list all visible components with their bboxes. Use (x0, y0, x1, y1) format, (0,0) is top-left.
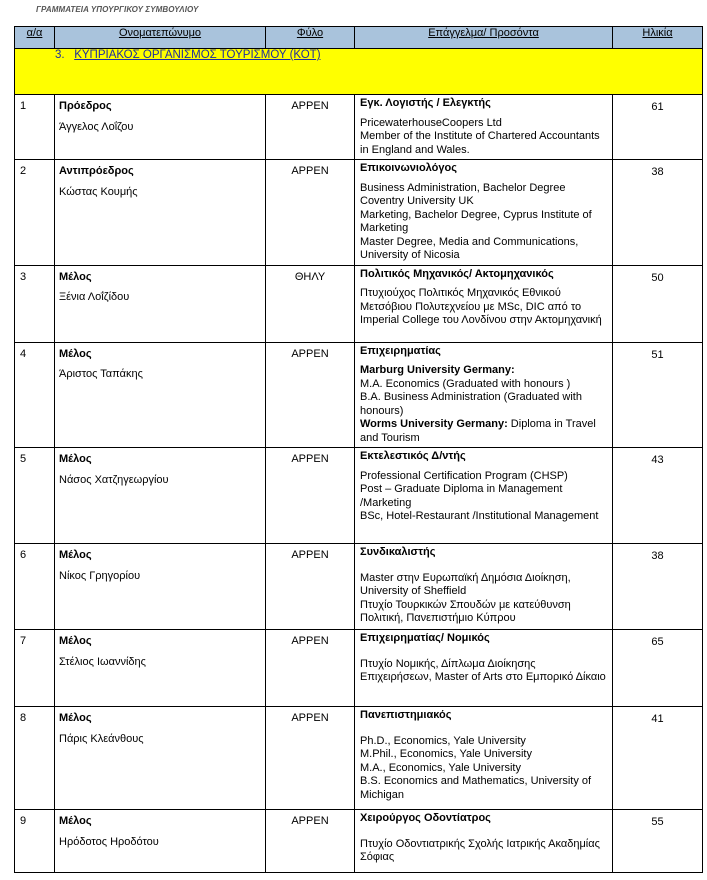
profession-title: Συνδικαλιστής (360, 546, 436, 558)
profession-cell (355, 448, 613, 544)
member-name: Στέλιος Ιωαννίδης (59, 655, 146, 668)
qualification: Πτυχίο Νομικής, Δίπλωμα Διοίκησης Επιχειρήσεων, Master of Arts στο Εμπορικό Δίκαιο (360, 657, 606, 683)
qualification: Master στην Ευρωπαϊκή Δημόσια Διοίκηση, University of Sheffield (360, 571, 571, 597)
member-name: Κώστας Κουμής (59, 185, 138, 198)
member-cell (55, 707, 266, 810)
member-name: Πάρις Κλεάνθους (59, 732, 144, 745)
table-row (15, 810, 703, 873)
profession-title: Πολιτικός Μηχανικός/ Ακτομηχανικός (360, 267, 554, 280)
member-age: 43 (613, 448, 703, 544)
university-name: Marburg University Germany: (360, 364, 515, 376)
member-role: Μέλος (59, 815, 92, 827)
member-name: Ξένια Λοΐζίδου (59, 291, 130, 303)
qualification: M.Phil., Economics, Yale University (360, 748, 532, 760)
profession-cell (355, 95, 613, 160)
member-gender: ΑΡΡΕΝ (266, 160, 355, 266)
profession-title: Χειρούργος Οδοντίατρος (360, 812, 491, 824)
member-gender: ΑΡΡΕΝ (266, 707, 355, 810)
member-gender: ΘΗΛΥ (266, 265, 355, 342)
member-gender: ΑΡΡΕΝ (266, 95, 355, 160)
board-members-table (14, 26, 703, 873)
row-number: 2 (15, 160, 55, 266)
qualification: Ph.D., Economics, Yale University (360, 734, 526, 747)
member-cell (55, 95, 266, 160)
row-number: 1 (15, 95, 55, 160)
section-title (55, 49, 321, 61)
row-number: 3 (15, 265, 55, 342)
section-title-text: ΚΥΠΡΙΑΚΟΣ ΟΡΓΑΝΙΣΜΟΣ ΤΟΥΡΙΣΜΟΥ (ΚΟΤ) (74, 49, 321, 61)
qualification: Diploma in Travel and Tourism (360, 418, 596, 444)
member-name: Άγγελος Λοΐζου (59, 120, 134, 133)
header-gender: Φύλο (266, 27, 355, 49)
member-cell (55, 265, 266, 342)
profession-cell (355, 265, 613, 342)
table-row (15, 95, 703, 160)
document-header: ΓΡΑΜΜΑΤΕΙΑ ΥΠΟΥΡΓΙΚΟΥ ΣΥΜΒΟΥΛΙΟΥ (36, 5, 199, 14)
member-cell (55, 810, 266, 873)
member-age: 51 (613, 342, 703, 448)
profession-cell (355, 544, 613, 630)
qualification: Master Degree, Media and Communications, University of Nicosia (360, 235, 579, 261)
profession-title: Επιχειρηματίας/ Νομικός (360, 632, 490, 644)
header-profession: Επάγγελμα/ Προσόντα (355, 27, 613, 49)
member-age: 41 (613, 707, 703, 810)
member-gender: ΑΡΡΕΝ (266, 544, 355, 630)
row-number: 7 (15, 630, 55, 707)
member-cell (55, 342, 266, 448)
qualification-line (360, 418, 608, 445)
qualification: Business Administration, Bachelor Degree (360, 181, 566, 194)
member-age: 65 (613, 630, 703, 707)
header-age: Ηλικία (613, 27, 703, 49)
table-row (15, 160, 703, 266)
row-number: 6 (15, 544, 55, 630)
qualification: M.A., Economics, Yale University (360, 761, 521, 774)
qualification: Post – Graduate Diploma in Management /Marketing (360, 483, 563, 509)
member-age: 38 (613, 544, 703, 630)
member-cell (55, 160, 266, 266)
member-gender: ΑΡΡΕΝ (266, 342, 355, 448)
member-role: Μέλος (59, 453, 92, 465)
row-number: 5 (15, 448, 55, 544)
section-number: 3. (55, 49, 65, 61)
member-cell (55, 448, 266, 544)
row-number: 8 (15, 707, 55, 810)
table-row (15, 707, 703, 810)
member-name: Νάσος Χατζηγεωργίου (59, 473, 169, 486)
profession-title: Πανεπιστημιακός (360, 709, 452, 721)
row-number: 4 (15, 342, 55, 448)
qualification: BSc, Hotel-Restaurant /Institutional Management (360, 510, 599, 522)
member-name: Ηρόδοτος Ηροδότου (59, 835, 159, 848)
member-role: Πρόεδρος (59, 100, 112, 112)
qualification: PricewaterhouseCoopers Ltd (360, 116, 502, 129)
qualification: B.A. Business Administration (Graduated with honours) (360, 391, 582, 417)
university-name: Worms University Germany: (360, 418, 508, 430)
qualification: Πτυχίο Τουρκικών Σπουδών με κατεύθυνση Πολιτική, Πανεπιστήμιο Κύπρου (360, 598, 571, 624)
qualification: Marketing, Bachelor Degree, Cyprus Institute of Marketing (360, 208, 592, 234)
header-num: α/α (15, 27, 55, 49)
member-name: Νίκος Γρηγορίου (59, 569, 141, 582)
member-age: 50 (613, 265, 703, 342)
profession-title: Εγκ. Λογιστής / Ελεγκτής (360, 97, 491, 109)
member-role: Αντιπρόεδρος (59, 165, 134, 177)
table-row (15, 265, 703, 342)
qualification: Coventry University UK (360, 195, 474, 207)
member-cell (55, 544, 266, 630)
member-name: Άριστος Ταπάκης (59, 368, 143, 380)
profession-title: Επικοινωνιολόγος (360, 162, 457, 174)
qualification: Πτυχιούχος Πολιτικός Μηχανικός Εθνικού Μετσόβιου Πολυτεχνείου με MSc, DIC από το Imperial College του Λονδίνου στην Ακτομηχανική (360, 287, 602, 326)
profession-title: Επιχειρηματίας (360, 344, 441, 357)
member-gender: ΑΡΡΕΝ (266, 448, 355, 544)
table-header-row (15, 27, 703, 49)
header-name: Ονοματεπώνυμο (55, 27, 266, 49)
qualification: B.S. Economics and Mathematics, University of Michigan (360, 775, 592, 801)
section-row (15, 49, 703, 95)
member-role: Μέλος (59, 712, 92, 724)
member-age: 61 (613, 95, 703, 160)
member-gender: ΑΡΡΕΝ (266, 630, 355, 707)
profession-cell (355, 342, 613, 448)
qualification: Professional Certification Program (CHSP) (360, 469, 568, 482)
qualification: Member of the Institute of Chartered Accountants in England and Wales. (360, 130, 600, 156)
member-age: 55 (613, 810, 703, 873)
qualification: M.A. Economics (Graduated with honours ) (360, 377, 571, 390)
profession-cell (355, 160, 613, 266)
qualification: Πτυχίο Οδοντιατρικής Σχολής Ιατρικής Ακαδημίας Σόφιας (360, 837, 600, 863)
table-row (15, 342, 703, 448)
table-row (15, 630, 703, 707)
member-cell (55, 630, 266, 707)
profession-title: Εκτελεστικός Δ/ντής (360, 450, 466, 462)
member-role: Μέλος (59, 270, 92, 283)
profession-cell (355, 810, 613, 873)
profession-cell (355, 707, 613, 810)
member-role: Μέλος (59, 635, 92, 647)
table-row (15, 544, 703, 630)
profession-cell (355, 630, 613, 707)
row-number: 9 (15, 810, 55, 873)
member-role: Μέλος (59, 347, 92, 360)
member-age: 38 (613, 160, 703, 266)
member-gender: ΑΡΡΕΝ (266, 810, 355, 873)
table-row (15, 448, 703, 544)
member-role: Μέλος (59, 549, 92, 561)
